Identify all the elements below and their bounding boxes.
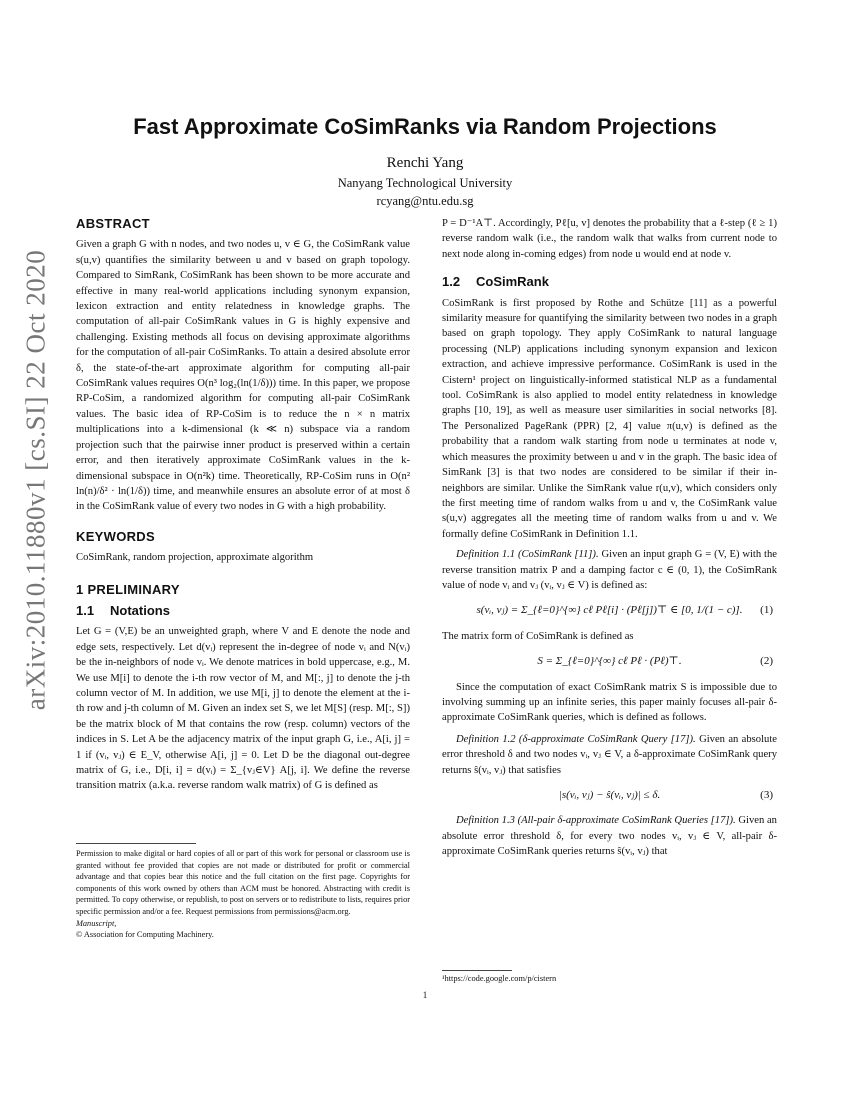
author-email: rcyang@ntu.edu.sg — [376, 194, 474, 208]
footnote-rule — [442, 970, 512, 971]
permission-notice — [76, 843, 410, 941]
subsection-number: 1.1 — [76, 602, 95, 618]
copyright-line: © Association for Computing Machinery. — [76, 930, 214, 940]
cosimrank-intro-text: CoSimRank is first proposed by Rothe and Schütze [11] as a powerful similarity measure for quantifying the similarity between two nodes in a graph based on graph topology. They apply CoSimRank to natural language processing (NLP) applications including synonym expansion and lexicon extraction, and achieve impressive performance. CoSimRank is used in the Cistern¹ project on linguistically-informed statistical NLP as a fundamental tool. CoSimRank is also applied to model entity relatedness in knowledge graphs [10, 19], as well as measure user similarities in social networks [8]. The Personalized PageRank (PPR) [2, 4] value π(u,v) is defined as the probability that a random walk starting from node u terminates at node v, which measures the proximity between u and v in the graph. The basic idea of SimRank [3] is that two nodes are considered to be similar if their in-neighbors are similar. Unlike the SimRank value r(u,v), which considers only the first meeting time of random walks from u and v, the CoSimRank value s(u,v) aggregates all the meeting time of random walks from u and v. We formally define CoSimRank in Definition 1.1. — [442, 297, 777, 540]
definition-text: Given an input graph G = (V, E) with the reverse transition matrix P and a damping factor c ∈ (0, 1), the CoSimRank value of node vᵢ and vⱼ (vᵢ, vⱼ ∈ V) is defined as: — [442, 549, 777, 591]
matrix-form-text: The matrix form of CoSimRank is defined as — [442, 630, 634, 642]
page-number: 1 — [422, 990, 428, 1000]
transition-matrix-text: P = D⁻¹A⊤. Accordingly, Pℓ[u, v] denotes the probability that a ℓ-step (ℓ ≥ 1) reverse random walk (i.e., the random walk that walks from current node to next node along in-coming edges) from node u would end at node v. — [442, 218, 777, 260]
equation-body: s(vᵢ, vⱼ) = Σ_{ℓ=0}^{∞} cℓ Pℓ[i] · (Pℓ[j])⊤ ∈ [0, 1/(1 − c)]. — [476, 604, 743, 617]
arxiv-sidebar-stamp — [12, 249, 60, 711]
approx-intro-text: Since the computation of exact CoSimRank matrix S is impossible due to involving summing up an infinite series, this paper mainly focuses all-pair δ-approximate CoSimRank queries, which is defined as follows. — [442, 681, 777, 724]
equation-2 — [442, 654, 777, 669]
section-1-heading: 1 PRELIMINARY — [76, 581, 180, 597]
left-column — [76, 216, 410, 794]
equation-number: (2) — [760, 655, 773, 668]
subsection-title: Notations — [110, 602, 170, 618]
abstract-text: Given a graph G with n nodes, and two nodes u, v ∈ G, the CoSimRank value s(u,v) quantifies the similarity between u and v based on graph topology. Compared to SimRank, CoSimRank has been shown to be more accurate and effective in many real-world applications including synonym expansion, lexicon extraction and entity relatedness in knowledge graphs. The computation of all-pair CoSimRank values in G is highly expensive and challenging. Existing methods all focus on devising approximate algorithms for the computation of all-pair CoSimRanks. To attain a desired absolute error δ, the state-of-the-art approximate algorithm for computing all-pair CoSimRank values requires O(n³ log₂(ln(1/δ))) time. In this paper, we propose RP-CoSim, a randomized algorithm for computing all-pair CoSimRank values. The basic idea of RP-CoSim is to reduce the n × n matrix multiplications into a k-dimensional (k ≪ n) subspace via a random projection such that the pairwise inner product is preserved within a certain error, and then iteratively approximate CoSimRank values in the k-dimensional subspace in O(n²k) time. Theoretically, RP-CoSim runs in O(n² ln(n)/δ² · ln(1/δ)) time, and meanwhile ensures an absolute error of at most δ in the CoSimRank value of every two nodes in G with a high probability. — [76, 239, 410, 513]
definition-title: Definition 1.3 (All-pair δ-approximate CoSimRank Queries [17]). — [456, 815, 736, 827]
author-affiliation: Nanyang Technological University — [337, 176, 513, 190]
permission-text: Permission to make digital or hard copies of all or part of this work for personal or classroom use is granted without fee provided that copies are not made or distributed for profit or commercial advantage and that copies bear this notice and the full citation on the first page. Copyrights for components of this work owned by others than ACM must be honored. Abstracting with credit is permitted. To copy otherwise, or republish, to post on servers or to redistribute to lists, requires prior specific permission and/or a fee. Request permissions from permissions@acm.org. — [76, 849, 410, 916]
definition-text: Given an absolute error threshold δ, for every two nodes vᵢ, vⱼ ∈ V, all-pair δ-approximate CoSimRank queries returns ŝ(vᵢ, vⱼ) that — [442, 815, 777, 858]
equation-body: |s(vᵢ, vⱼ) − ŝ(vᵢ, vⱼ)| ≤ δ. — [558, 789, 661, 801]
footnote-text: ¹https://code.google.com/p/cistern — [442, 974, 557, 983]
subsection-1-2-heading — [442, 274, 777, 289]
author-name: Renchi Yang — [386, 155, 464, 171]
subsection-title: CoSimRank — [476, 274, 549, 290]
paper-title: Fast Approximate CoSimRanks via Random Projections — [133, 114, 717, 139]
definition-title: Definition 1.1 (CoSimRank [11]). — [456, 549, 599, 561]
keywords-text: CoSimRank, random projection, approximate algorithm — [76, 552, 314, 564]
equation-number: (1) — [760, 604, 773, 617]
footer-rule — [76, 843, 196, 844]
right-column — [442, 216, 777, 860]
equation-body: S = Σ_{ℓ=0}^{∞} cℓ Pℓ · (Pℓ)⊤. — [537, 655, 682, 668]
arxiv-id: arXiv:2010.11880v1 [cs.SI] 22 Oct 2020 — [20, 249, 51, 711]
keywords-heading: KEYWORDS — [76, 528, 155, 544]
definition-title: Definition 1.2 (δ-approximate CoSimRank Query [17]). — [456, 733, 696, 745]
definition-1-1 — [442, 547, 777, 593]
abstract-heading: ABSTRACT — [76, 216, 150, 231]
subsection-1-1-heading — [76, 603, 410, 618]
definition-text: Given an absolute error threshold δ and two nodes vᵢ, vⱼ ∈ V, a δ-approximate CoSimRank query returns ŝ(vᵢ, vⱼ) that satisfies — [442, 733, 777, 776]
definition-1-2 — [442, 732, 777, 778]
definition-1-3 — [442, 813, 777, 859]
notations-text: Let G = (V,E) be an unweighted graph, where V and E denote the node and edge sets, respectively. Let d(vᵢ) represent the in-degree of node vᵢ and N(vᵢ) be the in-neighbors of node vᵢ. We denote matrices in bold uppercase, e.g., M. We use M[i] to denote the i-th row vector of M, and M[:, j] to denote the j-th column vector of M. In addition, we use M[i, j] to denote the element at the i-th row and j-th column of M. Given an index set S, we let M[S] (resp. M[:, S]) be the matrix block of M that contains the row (resp. column) vectors of the indices in S. Let A be the adjacency matrix of the input graph G, i.e., A[i, j] = 1 if (vᵢ, vⱼ) ∈ E_V, otherwise A[i, j] = 0. Let D be the diagonal out-degree matrix of G, i.e., D[i, i] = d(vᵢ) = Σ_{vⱼ∈V} A[j, i]. We define the reverse transition matrix (a.k.a. reverse random walk matrix) of G is defined as — [76, 626, 410, 792]
equation-1 — [442, 603, 777, 618]
equation-number: (3) — [760, 789, 773, 801]
manuscript-label: Manuscript, — [76, 918, 117, 928]
footnote — [442, 970, 777, 983]
subsection-number: 1.2 — [442, 274, 461, 290]
equation-3 — [442, 788, 777, 803]
